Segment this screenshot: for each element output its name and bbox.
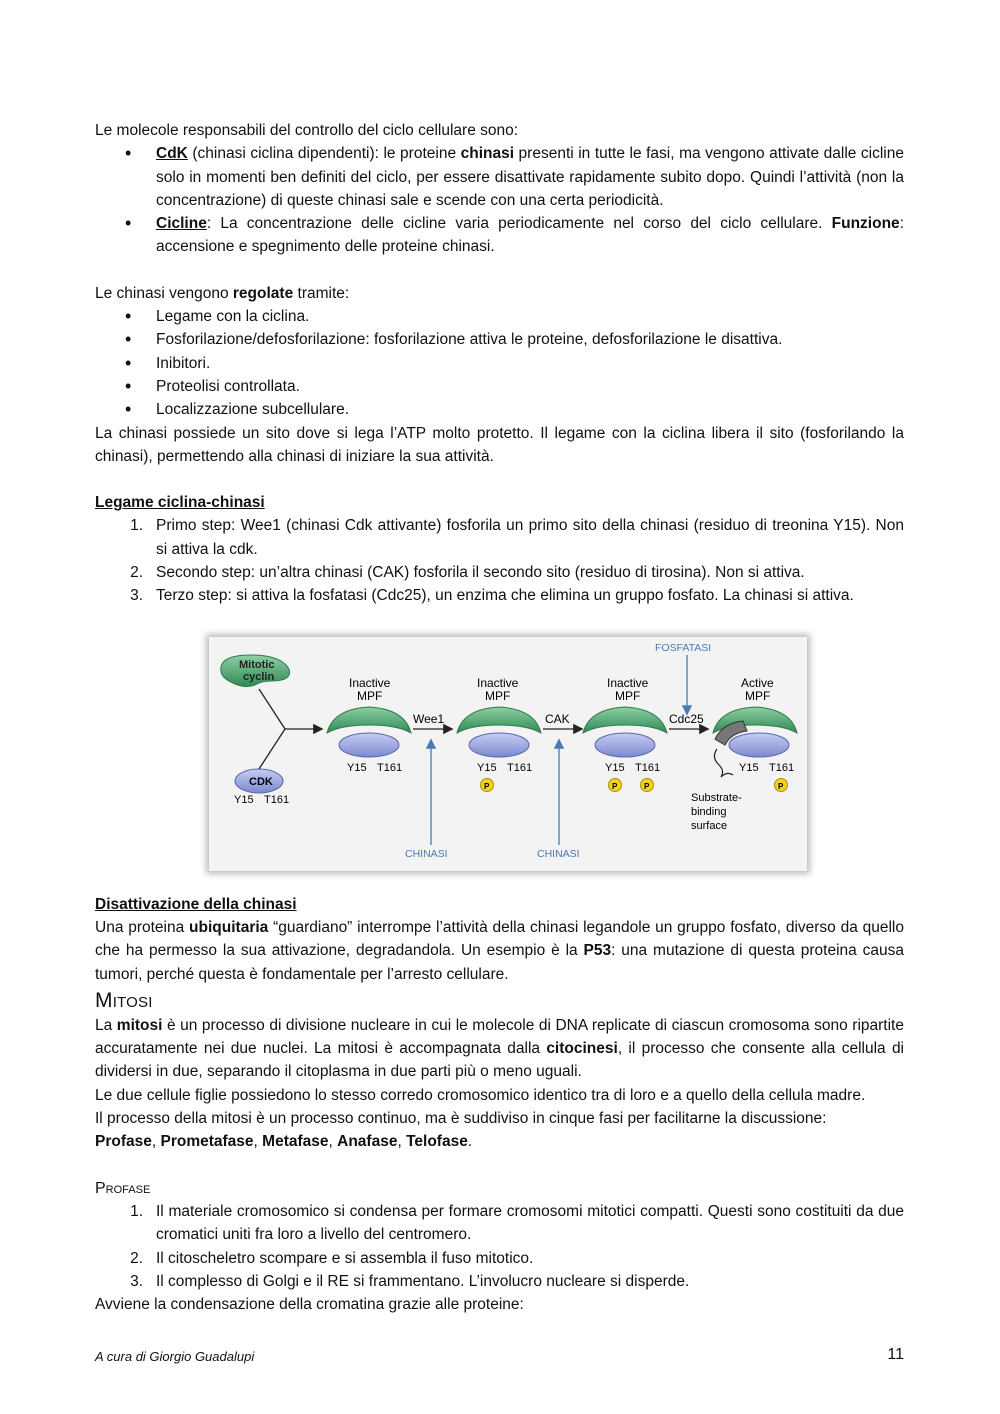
y15-label: Y15 <box>234 793 254 806</box>
deactivation-text: Una proteina ubiquitaria “guardiano” interrompe l’attività della chinasi legandole un gruppo fosfato, diverso da quello che ha permesso la sua attivazione, degradandola. Un esempio è la P53: una mutazione di questa proteina causa tumori, perché questa è fondamentale per l’arresto cellulare. <box>95 918 905 983</box>
svg-text:P: P <box>778 781 784 791</box>
svg-text:Active: Active <box>741 675 774 690</box>
page-body <box>95 119 904 1316</box>
svg-text:Y15: Y15 <box>347 761 367 774</box>
svg-text:T161: T161 <box>769 761 795 774</box>
mitotic-cyclin-label: cyclin <box>243 670 275 683</box>
chinasi-label-2: CHINASI <box>537 847 580 860</box>
svg-text:MPF: MPF <box>485 688 511 703</box>
regulation-lead: Le chinasi vengono regolate tramite: <box>95 284 350 302</box>
svg-text:Y15: Y15 <box>739 761 759 774</box>
substrate-label: Substrate- <box>691 791 742 804</box>
svg-text:MPF: MPF <box>745 688 771 703</box>
svg-text:Y15: Y15 <box>605 761 625 774</box>
list-item: 1. Il materiale cromosomico si condensa per formare cromosomi mitotici compatti. Questi sono costituiti da due cromatici uniti fra loro a livello del centromero. <box>156 1200 904 1247</box>
mpf-activation-figure <box>209 637 807 871</box>
footer-author: A cura di Giorgio Guadalupi <box>95 1349 255 1364</box>
svg-text:P: P <box>644 781 650 791</box>
profase-steps <box>95 1200 904 1293</box>
mitosi-p3: Il processo della mitosi è un processo continuo, ma è suddiviso in cinque fasi per facilitarne la discussione: <box>95 1110 827 1128</box>
mitosi-phases: Profase, Prometafase, Metafase, Anafase, Telofase. <box>95 1133 473 1151</box>
substrate-label: binding <box>691 805 727 818</box>
mpf-diagram <box>209 637 807 871</box>
cdc25-label: Cdc25 <box>669 711 704 726</box>
svg-text:Inactive: Inactive <box>607 675 649 690</box>
cak-label: CAK <box>545 711 570 726</box>
svg-text:MPF: MPF <box>615 688 641 703</box>
svg-text:T161: T161 <box>377 761 403 774</box>
t161-label: T161 <box>264 793 290 806</box>
svg-text:Inactive: Inactive <box>349 675 391 690</box>
list-item: 2. Il citoscheletro scompare e si assembla il fuso mitotico. <box>156 1247 904 1270</box>
list-item: • Inibitori. <box>156 352 904 375</box>
list-item: 3. Il complesso di Golgi e il RE si frammentano. L’involucro nucleare si disperde. <box>156 1270 904 1293</box>
list-item: • Fosforilazione/defosforilazione: fosforilazione attiva le proteine, defosforilazione le disattiva. <box>156 328 904 351</box>
binding-heading: Legame ciclina-chinasi <box>95 494 265 512</box>
list-item: 2. Secondo step: un’altra chinasi (CAK) fosforila il secondo sito (residuo di tirosina). Non si attiva. <box>156 561 904 584</box>
list-item-cdk: • CdK (chinasi ciclina dipendenti): le proteine chinasi presenti in tutte le fasi, ma vengono attivate dalle cicline solo in momenti ben definiti del ciclo, per essere disattivate rapidamente subito dopo. Quindi l’attività (non la concentrazione) di queste chinasi sale e scende con una certa periodicità. <box>156 142 904 212</box>
inactive-mpf-2 <box>457 676 541 792</box>
wee1-label: Wee1 <box>413 711 445 726</box>
svg-text:T161: T161 <box>507 761 533 774</box>
cdk-label: CDK <box>249 775 273 788</box>
svg-text:Y15: Y15 <box>477 761 497 774</box>
profase-after: Avviene la condensazione della cromatina grazie alle proteine: <box>95 1296 524 1314</box>
mitotic-cyclin-label: Mitotic <box>239 658 275 671</box>
profase-heading: Profase <box>95 1179 151 1197</box>
page-number: 11 <box>887 1346 904 1363</box>
regulation-list <box>95 305 904 421</box>
chinasi-label-1: CHINASI <box>405 847 448 860</box>
svg-text:P: P <box>612 781 618 791</box>
intro-lead: Le molecole responsabili del controllo del ciclo cellulare sono: <box>95 122 519 139</box>
list-item: • Legame con la ciclina. <box>156 305 904 328</box>
deactivation-heading: Disattivazione della chinasi <box>95 895 297 913</box>
mitosi-heading: Mitosi <box>95 988 153 1012</box>
svg-text:Inactive: Inactive <box>477 675 519 690</box>
intro-list <box>95 142 904 258</box>
inactive-mpf-3 <box>583 676 667 792</box>
fosfatasi-label: FOSFATASI <box>655 641 712 654</box>
inactive-mpf-1 <box>327 676 411 774</box>
regulation-after: La chinasi possiede un sito dove si lega l’ATP molto protetto. Il legame con la ciclina libera il sito (fosforilando la chinasi), permettendo alla chinasi di iniziare la sua attività. <box>95 424 904 465</box>
list-item: • Localizzazione subcellulare. <box>156 398 904 421</box>
substrate-label: surface <box>691 819 728 832</box>
list-item: • Proteolisi controllata. <box>156 375 904 398</box>
binding-steps <box>95 514 904 607</box>
svg-text:MPF: MPF <box>357 688 383 703</box>
svg-text:P: P <box>484 781 490 791</box>
mitosi-p1: La mitosi è un processo di divisione nucleare in cui le molecole di DNA replicate di ciascun cromosoma sono ripartite accuratamente nei due nuclei. La mitosi è accompagnata dalla citocinesi, il processo che consente alla cellula di dividersi in due, separando il citoplasma in due parti più o meno uguali. <box>95 1016 905 1081</box>
list-item: 3. Terzo step: si attiva la fosfatasi (Cdc25), un enzima che elimina un gruppo fosfato. La chinasi si attiva. <box>156 584 904 607</box>
active-mpf <box>713 676 797 792</box>
list-item-cicline: • Cicline: La concentrazione delle cicline varia periodicamente nel corso del ciclo cellulare. Funzione: accensione e spegnimento delle proteine chinasi. <box>156 212 904 259</box>
mitosi-p2: Le due cellule figlie possiedono lo stesso corredo cromosomico identico tra di loro e a quello della cellula madre. <box>95 1086 866 1104</box>
svg-text:T161: T161 <box>635 761 661 774</box>
list-item: 1. Primo step: Wee1 (chinasi Cdk attivante) fosforila un primo sito della chinasi (residuo di treonina Y15). Non si attiva la cdk. <box>156 514 904 561</box>
